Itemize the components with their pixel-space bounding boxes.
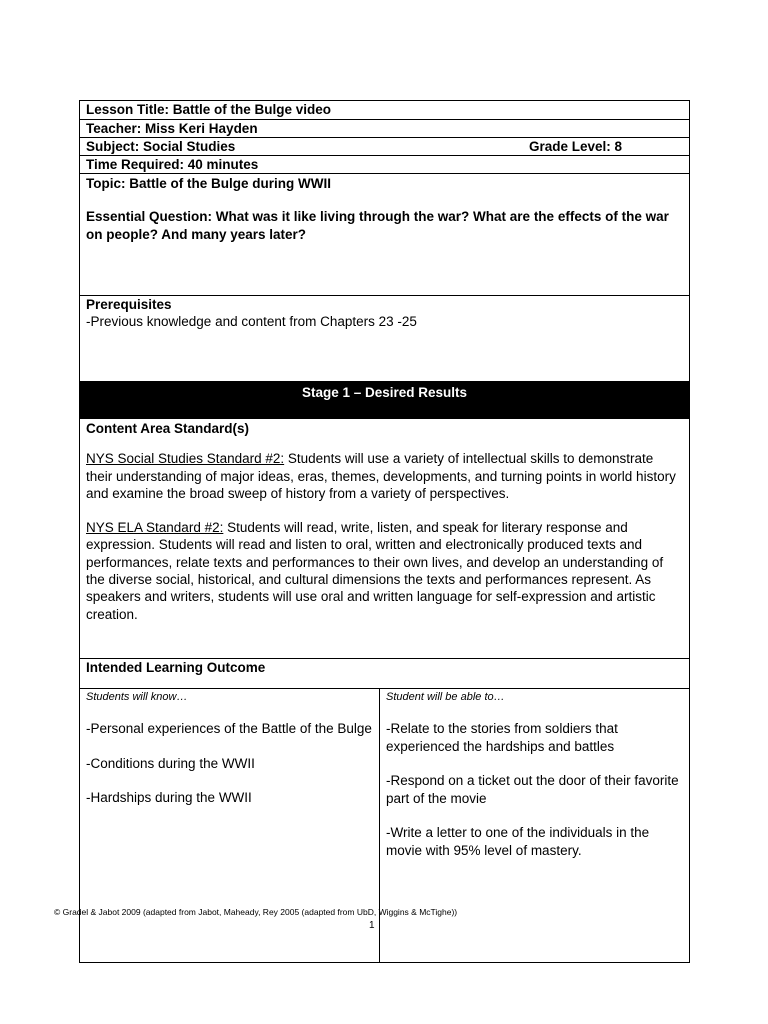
students-will-know-column [80, 689, 380, 962]
time-required: Time Required: 40 minutes [86, 157, 259, 172]
prerequisites-text: -Previous knowledge and content from Chapters 23 -25 [86, 314, 417, 330]
teacher-row [80, 120, 689, 138]
stage-1-title: Stage 1 – Desired Results [301, 385, 468, 400]
stage-1-banner [80, 382, 689, 419]
outcome-columns [80, 689, 689, 962]
time-required-row [80, 156, 689, 174]
teacher-name: Teacher: Miss Keri Hayden [86, 121, 258, 136]
able-heading: Student will be able to… [386, 691, 505, 703]
ss-standard-paragraph [80, 450, 689, 502]
know-item: -Personal experiences of the Battle of the Bulge [86, 721, 372, 736]
able-item: -Respond on a ticket out the door of their favorite part of the movie [386, 773, 679, 806]
know-item: -Hardships during the WWII [86, 790, 252, 805]
ela-standard-paragraph [80, 519, 689, 623]
outcome-heading-row [80, 659, 689, 689]
ela-standard-label: NYS ELA Standard #2: [86, 520, 224, 536]
standards-heading: Content Area Standard(s) [86, 421, 250, 436]
topic-title: Topic: Battle of the Bulge during WWII [86, 176, 331, 191]
copyright-footer: © Gradel & Jabot 2009 (adapted from Jabot, Maheady, Rey 2005 (adapted from UbD, Wiggins & McTighe)) [54, 907, 458, 917]
prerequisites-heading: Prerequisites [86, 297, 172, 312]
subject: Subject: Social Studies [86, 139, 236, 154]
able-item: -Write a letter to one of the individuals in the movie with 95% level of mastery. [386, 825, 650, 858]
ss-standard-label: NYS Social Studies Standard #2: [86, 451, 285, 467]
grade-level: Grade Level: 8 [529, 139, 623, 154]
content-standards-section [80, 419, 689, 659]
subject-row [80, 138, 689, 156]
know-item: -Conditions during the WWII [86, 755, 255, 771]
topic-section [80, 174, 689, 296]
able-item: -Relate to the stories from soldiers that experienced the hardships and battles [386, 721, 618, 754]
ss-standard-text: Students will use a variety of intellectual skills to demonstrate their understanding of major ideas, eras, themes, developments, and turning points in world history and examine the broad sweep of history from a variety of perspectives. [86, 451, 676, 501]
able-to-column [380, 689, 689, 962]
lesson-title-row [80, 101, 689, 120]
ela-standard-text: Students will read, write, listen, and speak for literary response and expression. Students will read and listen to oral, written and electronically produced texts and performances, relate texts and performances to their own lives, and develop an understanding of the diverse social, historical, and cultural dimensions the texts and performances represent. As speakers and writers, students will use oral and written language for self-expression and artistic creation. [86, 520, 664, 622]
lesson-title: Lesson Title: Battle of the Bulge video [86, 102, 332, 117]
know-heading: Students will know… [86, 691, 188, 703]
outcome-heading: Intended Learning Outcome [86, 660, 266, 675]
essential-question: Essential Question: What was it like living through the war? What are the effects of the war on people? And many years later? [86, 209, 669, 242]
page-number: 1 [369, 920, 375, 931]
lesson-plan-table [79, 100, 690, 963]
prerequisites-section [80, 296, 689, 382]
